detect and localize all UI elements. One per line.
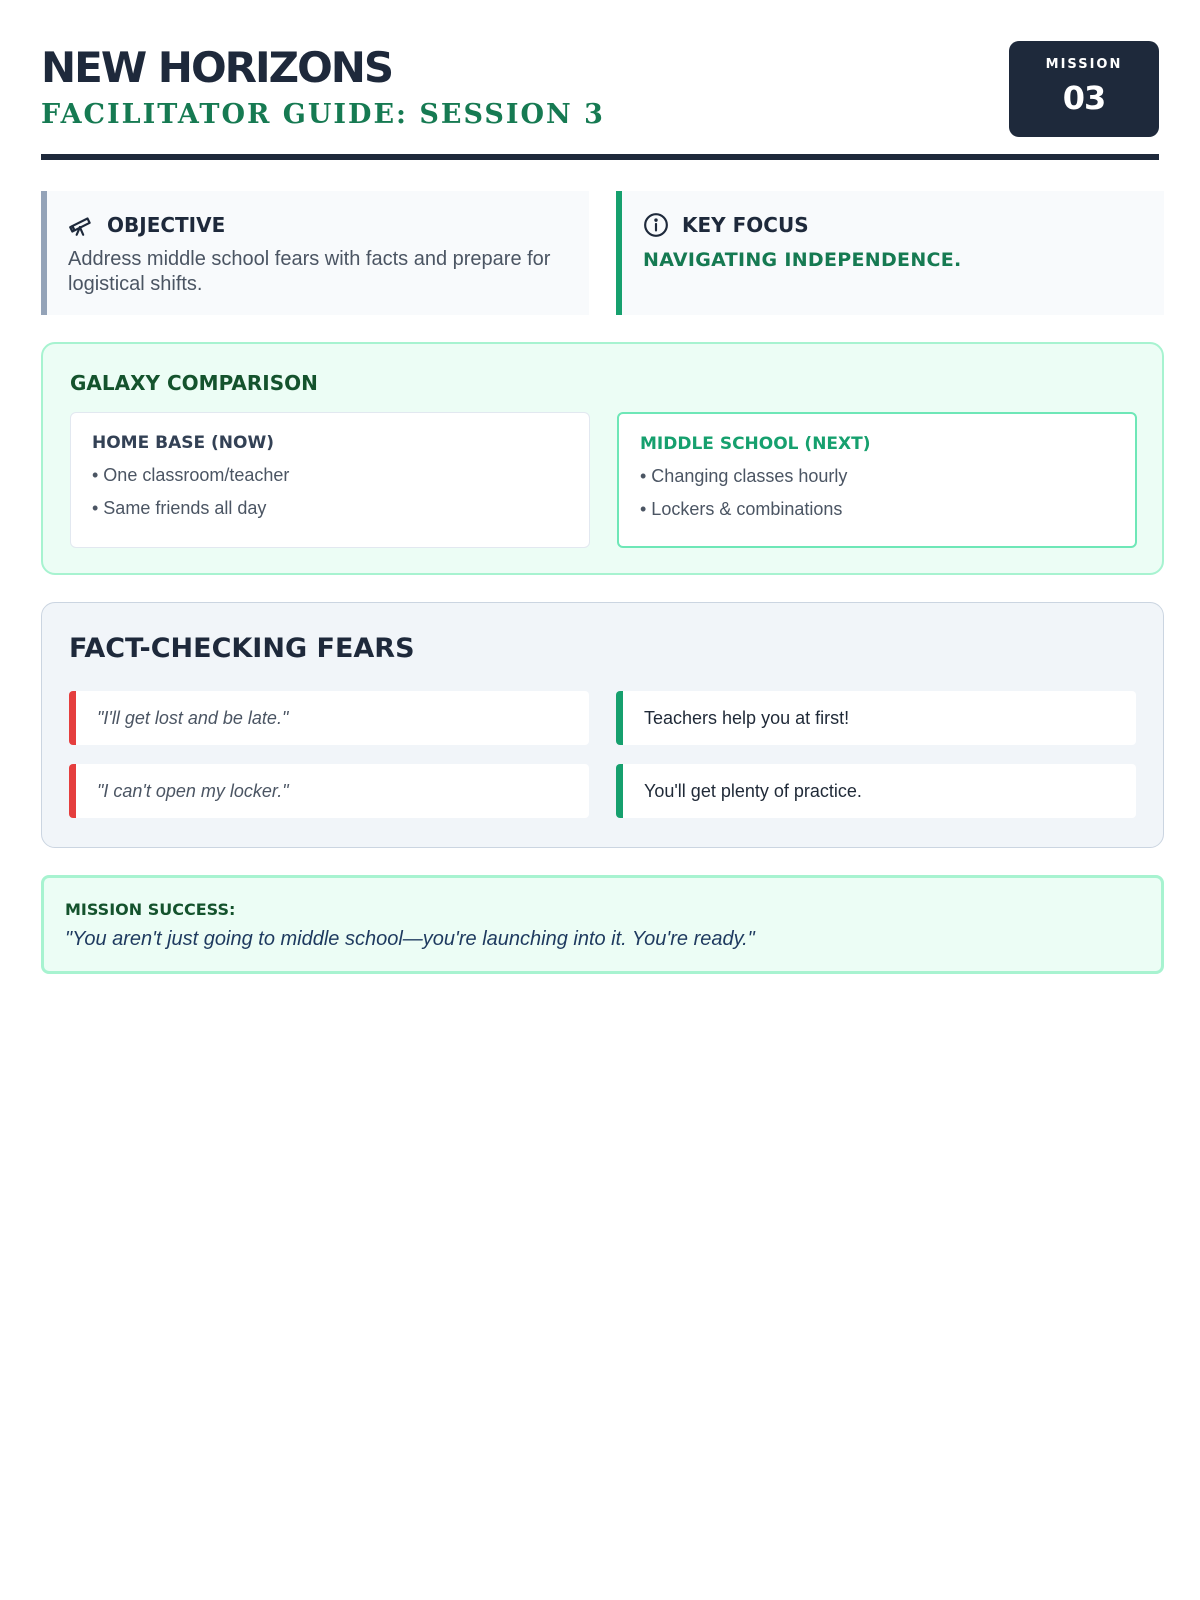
page-subtitle: FACILITATOR GUIDE: SESSION 3 <box>41 99 605 130</box>
fear-myth: "I can't open my locker." <box>69 764 589 818</box>
fear-myth: "I'll get lost and be late." <box>69 691 589 745</box>
middle-school-title: MIDDLE SCHOOL (NEXT) <box>640 434 871 454</box>
key-focus-card <box>616 191 1164 315</box>
objective-title: OBJECTIVE <box>107 213 226 237</box>
galaxy-title: GALAXY COMPARISON <box>70 371 318 395</box>
objective-text: Address middle school fears with facts and prepare for logistical shifts. <box>68 248 551 295</box>
home-base-title: HOME BASE (NOW) <box>92 433 274 453</box>
middle-school-item: • Changing classes hourly <box>640 466 848 486</box>
objective-header <box>68 211 569 239</box>
objective-card <box>41 191 589 315</box>
mission-badge <box>1009 41 1159 137</box>
galaxy-comparison <box>41 342 1164 575</box>
fears-title: FACT-CHECKING FEARS <box>69 633 415 664</box>
home-base-item: • Same friends all day <box>92 498 267 518</box>
home-base-card <box>70 412 590 548</box>
home-base-item: • One classroom/teacher <box>92 465 290 485</box>
middle-school-item: • Lockers & combinations <box>640 499 843 519</box>
key-focus-title: KEY FOCUS <box>682 213 809 237</box>
mission-success <box>41 875 1164 974</box>
page-header <box>41 41 1159 160</box>
fear-fact: Teachers help you at first! <box>616 691 1136 745</box>
key-focus-text: NAVIGATING INDEPENDENCE. <box>643 249 962 271</box>
page-title: NEW HORIZONS <box>41 43 393 92</box>
mission-success-quote: "You aren't just going to middle school—you're launching into it. You're ready." <box>65 928 755 950</box>
middle-school-card <box>617 412 1137 548</box>
info-row <box>41 191 1164 315</box>
info-circle-icon <box>643 212 669 238</box>
mission-success-label: MISSION SUCCESS: <box>65 900 236 919</box>
key-focus-header <box>643 211 1144 239</box>
mission-badge-label: MISSION <box>1045 57 1123 72</box>
fact-checking-fears <box>41 602 1164 848</box>
fear-fact: You'll get plenty of practice. <box>616 764 1136 818</box>
telescope-icon <box>68 212 94 238</box>
mission-badge-number: 03 <box>1062 79 1106 117</box>
